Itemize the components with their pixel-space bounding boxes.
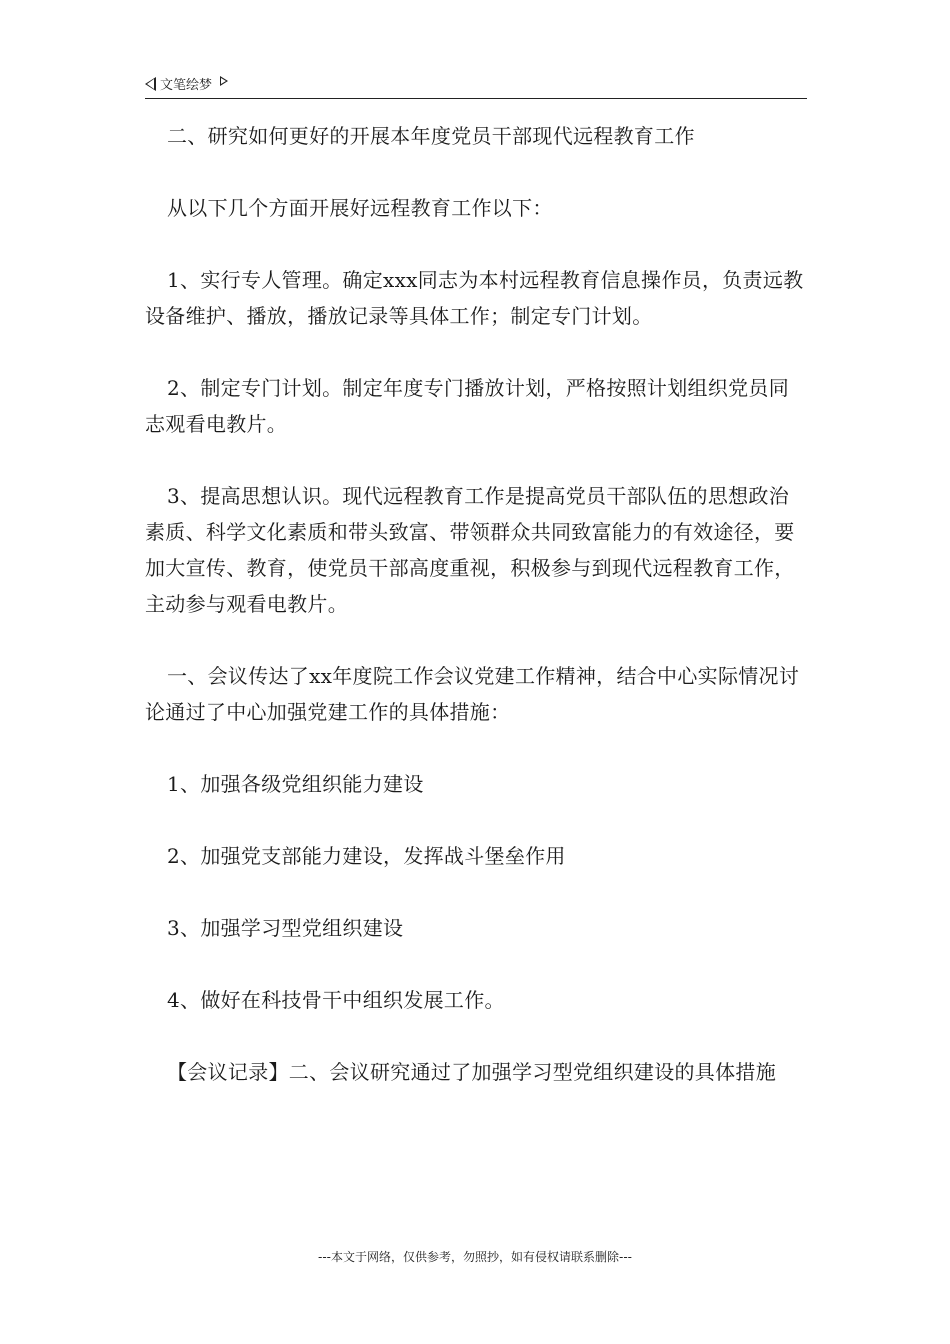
- document-body: [145, 118, 807, 1126]
- paragraph: 1、加强各级党组织能力建设: [167, 772, 424, 796]
- paragraph: 2、制定专门计划。制定年度专门播放计划，严格按照计划组织党员同志观看电教片。: [145, 376, 790, 436]
- paragraph: 二、研究如何更好的开展本年度党员干部现代远程教育工作: [167, 124, 695, 148]
- paragraph: 3、提高思想认识。现代远程教育工作是提高党员干部队伍的思想政治素质、科学文化素质和带头致富、带领群众共同致富能力的有效途径，要加大宣传、教育，使党员干部高度重视，积极参与到现代远程教育工作，主动参与观看电教片。: [145, 484, 795, 616]
- paragraph: 1、实行专人管理。确定xxx同志为本村远程教育信息操作员，负责远教设备维护、播放，播放记录等具体工作；制定专门计划。: [145, 268, 804, 328]
- paragraph: 2、加强党支部能力建设，发挥战斗堡垒作用: [167, 844, 566, 868]
- paragraph: 从以下几个方面开展好远程教育工作以下：: [167, 196, 553, 220]
- footer-notice: ---本文于网络，仅供参考，勿照抄，如有侵权请联系删除---: [318, 1250, 632, 1264]
- paragraph: 【会议记录】二、会议研究通过了加强学习型党组织建设的具体措施: [167, 1060, 776, 1084]
- brand: [145, 74, 228, 93]
- left-triangle-icon: [145, 77, 156, 91]
- page-header: [145, 72, 807, 99]
- brand-name: 文笔绘梦: [160, 78, 213, 93]
- right-triangle-icon: [220, 76, 228, 86]
- paragraph: 一、会议传达了xx年度院工作会议党建工作精神，结合中心实际情况讨论通过了中心加强党建工作的具体措施：: [145, 664, 800, 724]
- paragraph: 4、做好在科技骨干中组织发展工作。: [167, 988, 505, 1012]
- paragraph: 3、加强学习型党组织建设: [167, 916, 404, 940]
